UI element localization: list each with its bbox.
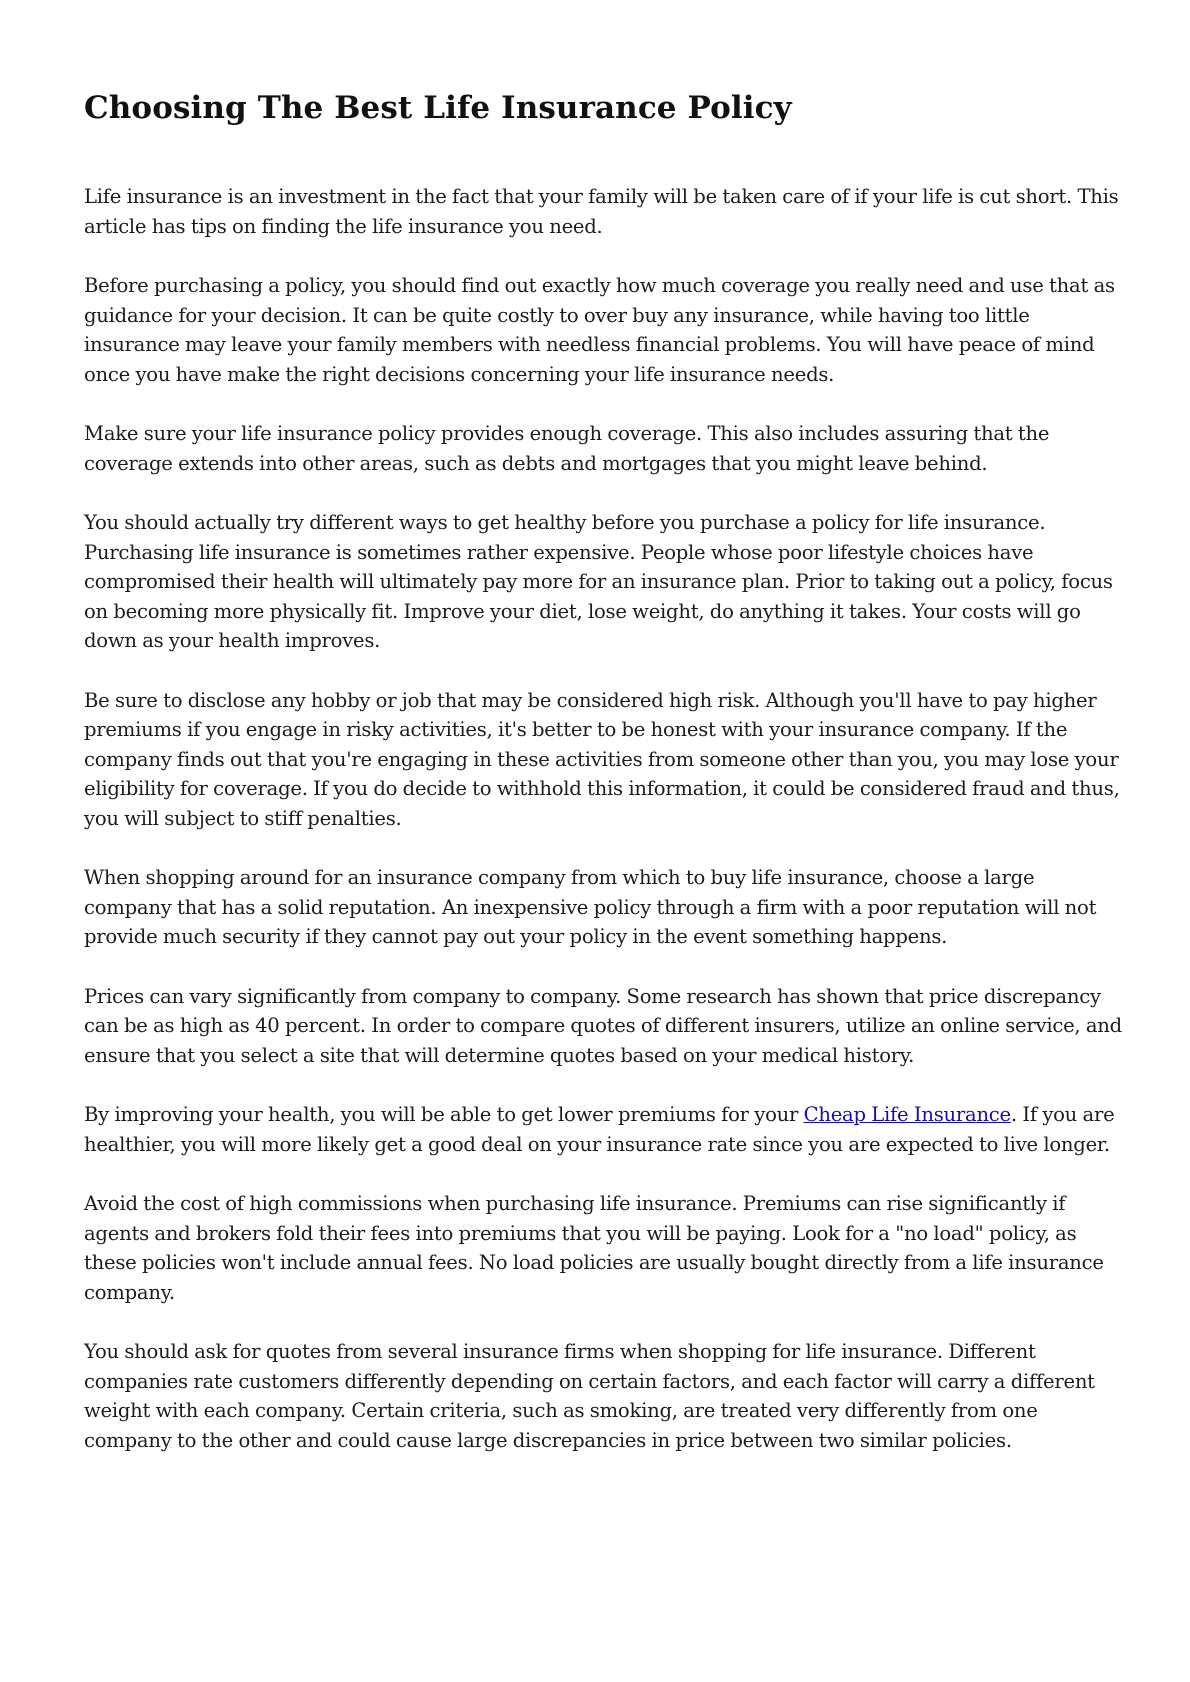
paragraph-company-reputation: When shopping around for an insurance company from which to buy life insurance, choose a large company that has a solid reputation. An inexpensive policy through a firm with a poor reputation will not provide much security if they cannot pay out your policy in the event something happens. xyxy=(84,866,1097,948)
paragraph-get-healthy: You should actually try different ways to get healthy before you purchase a policy for life insurance. Purchasing life insurance is sometimes rather expensive. People whose poor lifestyle choices have compromised their health will ultimately pay more for an insurance plan. Prior to taking out a policy, focus on becoming more physically fit. Improve your diet, lose weight, do anything it takes. Your costs will go down as your health improves. xyxy=(84,511,1113,652)
page-title: Choosing The Best Life Insurance Policy xyxy=(84,90,792,126)
cheap-life-insurance-link[interactable]: Cheap Life Insurance xyxy=(803,1103,1011,1126)
paragraph-intro: Life insurance is an investment in the fact that your family will be taken care of if your life is cut short. This article has tips on finding the life insurance you need. xyxy=(84,185,1119,238)
paragraph-avoid-commissions: Avoid the cost of high commissions when purchasing life insurance. Premiums can rise significantly if agents and brokers fold their fees into premiums that you will be paying. Look for a "no load" policy, as these policies won't include annual fees. No load policies are usually bought directly from a life insurance company. xyxy=(84,1192,1104,1304)
paragraph-lower-premiums-tail: . If you are healthier, you will more likely get a good deal on your insurance rate since you are expected to live longer. xyxy=(84,1103,1115,1156)
paragraph-lower-premiums-lead: By improving your health, you will be able to get lower premiums for your xyxy=(84,1103,804,1126)
article-body xyxy=(84,182,1124,1455)
paragraph-enough-coverage: Make sure your life insurance policy provides enough coverage. This also includes assuring that the coverage extends into other areas, such as debts and mortgages that you might leave behind. xyxy=(84,422,1050,475)
paragraph-lower-premiums xyxy=(84,1100,1124,1159)
paragraph-disclose-risk: Be sure to disclose any hobby or job that may be considered high risk. Although you'll have to pay higher premiums if you engage in risky activities, it's better to be honest with your insurance company. If the company finds out that you're engaging in these activities from someone other than you, you may lose your eligibility for coverage. If you do decide to withhold this information, it could be considered fraud and thus, you will subject to stiff penalties. xyxy=(84,688,1120,830)
paragraph-coverage-amount: Before purchasing a policy, you should find out exactly how much coverage you really need and use that as guidance for your decision. It can be quite costly to over buy any insurance, while having too little insurance may leave your family members with needless financial problems. You will have peace of mind once you have make the right decisions concerning your life insurance needs. xyxy=(84,274,1115,386)
paragraph-price-variance: Prices can vary significantly from company to company. Some research has shown that price discrepancy can be as high as 40 percent. In order to compare quotes of different insurers, utilize an online service, and ensure that you select a site that will determine quotes based on your medical history. xyxy=(84,984,1122,1067)
document-page xyxy=(84,0,1124,1485)
paragraph-ask-quotes: You should ask for quotes from several insurance firms when shopping for life insurance. Different companies rate customers differently depending on certain factors, and each factor will carry a different weight with each company. Certain criteria, such as smoking, are treated very differently from one company to the other and could cause large discrepancies in price between two similar policies. xyxy=(84,1340,1095,1452)
